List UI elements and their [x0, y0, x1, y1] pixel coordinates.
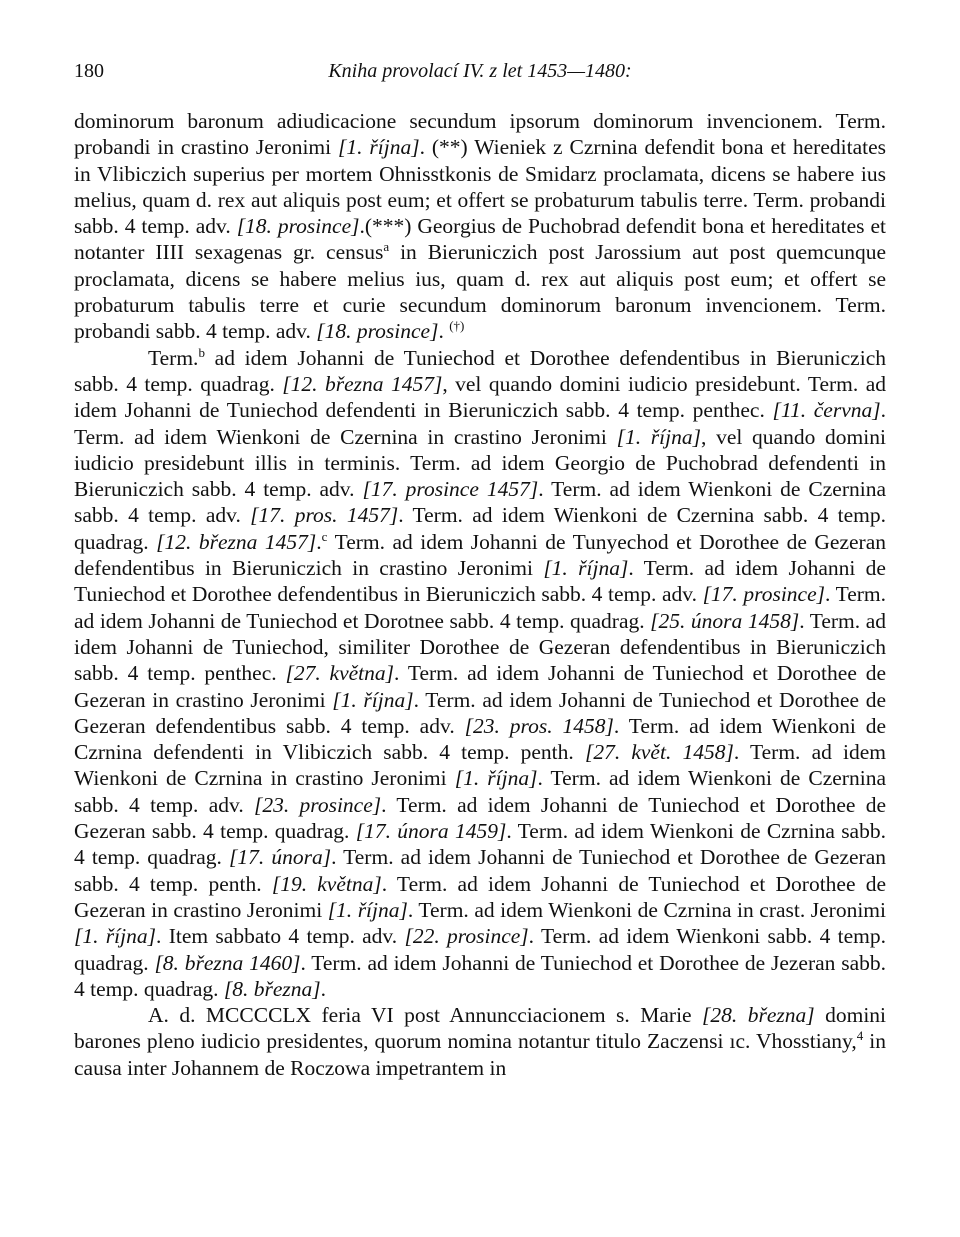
text-run: in Bieruniczich post Jarossium aut post quemcunque proclamata, dicens se habere melius ius, quam d. rex aut aliquis post eum; et offert se probaturum tabulis terre et curie secundum dominorum baronum invencionem. Term. probandi sabb. 4 temp. adv.: [74, 240, 886, 344]
text-run: Term.: [148, 345, 199, 370]
date-note: [17. února]: [229, 845, 332, 870]
date-note: [1. října]: [74, 924, 156, 949]
date-note: [23. prosince]: [254, 792, 382, 817]
running-header: [74, 56, 886, 86]
footnote-marker: a: [383, 239, 390, 255]
date-note: [27. květ. 1458]: [584, 740, 734, 765]
date-note: [17. prosince 1457]: [362, 477, 539, 502]
date-note: [17. prosince]: [702, 582, 825, 607]
date-note: [1. října]: [454, 766, 538, 791]
date-note: [28. března]: [702, 1003, 815, 1028]
page-number: 180: [74, 60, 104, 82]
text-run: . Term. ad idem Wienkoni de Czrnina sabb. 4 temp. quadrag.: [74, 819, 886, 870]
paragraph: [74, 1002, 886, 1081]
paragraph: [74, 108, 886, 345]
text-run: domini barones pleno iudicio presidentes, quorum nomina notantur titulo Zaczensi ıc. Vhosstiany,: [74, 1003, 887, 1054]
text-run: .(***) Georgius de Puchobrad defendit bona et hereditates et notanter IIII sexagenas gr. census: [74, 214, 886, 265]
text-run: in causa inter Johannem de Roczowa impetrantem in: [74, 1029, 886, 1080]
date-note: [17. února 1459]: [355, 819, 507, 844]
date-note: [23. pros. 1458]: [464, 713, 614, 738]
text-run: . Term. ad idem Wienkoni de Czernina sabb. 4 temp. adv.: [74, 477, 886, 528]
date-note: [17. pros. 1457]: [250, 503, 399, 528]
date-note: [25. února 1458]: [650, 608, 800, 633]
date-note: [8. března 1460]: [154, 950, 301, 975]
date-note: [1. října]: [338, 135, 420, 160]
text-run: . Term. ad idem Johanni de Tuniechod et Dorothee de Jezeran sabb. 4 temp. quadrag.: [74, 950, 886, 1001]
body-text: [74, 108, 886, 1081]
date-note: [12. března 1457]: [156, 529, 317, 554]
text-run: . Term. ad idem Wienkoni de Czrnina in crastino Jeronimi: [74, 740, 887, 791]
date-note: [18. prosince]: [236, 214, 360, 239]
text-run: . Term. ad idem Johanni de Tuniechod et Dorothee de Gezeran in crastino Jeronimi: [74, 661, 886, 712]
text-run: . Term. ad idem Johanni de Tuniechod, similiter Dorothee de Gezeran defendentibus in Bieruniczich sabb. 4 temp. penthec.: [74, 608, 886, 686]
text-run: .: [438, 319, 450, 344]
footnote-marker: c: [321, 528, 328, 544]
date-note: [22. prosince]: [404, 924, 529, 949]
text-run: . (**) Wieniek z Czrnina defendit bona et hereditates in Vlibiczich superius per mortem Ohnisstkonis de Smidarz proclamata, dicens se habere ius melius, quam d. rex aut aliquis post eum; et offert se probaturum tabulis terre. Term. probandi sabb. 4 temp. adv.: [74, 135, 886, 239]
date-note: [1. října]: [332, 687, 414, 712]
text-run: , vel quando domini iudicio presidebunt illis in terminis. Term. ad idem Georgio de Puchobrad defendenti in Bieruniczich sabb. 4 temp. adv.: [74, 424, 886, 502]
text-run: . Term. ad idem Wienkoni de Czernina in crastino Jeronimi: [74, 398, 886, 449]
text-run: . Term. ad idem Wienkoni de Czernina sabb. 4 temp. quadrag.: [74, 503, 887, 554]
date-note: [1. října]: [543, 556, 629, 581]
text-run: , vel quando domini iudicio presidebunt. Term. ad idem Johanni de Tuniechod defendenti in Bieruniczich sabb. 4 temp. penthec.: [74, 371, 887, 423]
date-note: [1. října]: [327, 897, 408, 922]
text-run: .: [320, 976, 327, 1001]
date-note: [11. června]: [772, 398, 881, 423]
text-run: .: [316, 529, 322, 554]
footnote-marker: b: [198, 344, 205, 360]
text-run: . Term. ad idem Wienkoni sabb. 4 temp. quadrag.: [74, 924, 886, 975]
text-run: . Term. ad idem Johanni de Tuniechod et Dorotnee sabb. 4 temp. quadrag.: [74, 582, 886, 633]
text-run: . Item sabbato 4 temp. adv.: [156, 924, 405, 949]
text-run: Term. ad idem Johanni de Tunyechod et Dorothee de Gezeran defendentibus in Bieruniczich in crastino Jeronimi: [74, 529, 887, 581]
text-run: . Term. ad idem Johanni de Tuniechod et Dorothee defendentibus in Bieruniczich sabb. 4 temp. adv.: [74, 556, 886, 607]
text-run: . Term. ad idem Wienkoni de Czrnina in crast. Jeronimi: [407, 897, 886, 922]
footnote-marker: 4: [856, 1028, 864, 1044]
paragraph: [74, 345, 886, 1002]
date-note: [27. května]: [285, 661, 395, 686]
text-run: A. d. MCCCCLX feria VI post Annuncciacionem s. Marie: [148, 1003, 703, 1028]
date-note: [18. prosince]: [316, 319, 439, 344]
date-note: [1. října]: [616, 424, 701, 449]
text-run: dominorum baronum adiudicacione secundum ipsorum dominorum invencionem. Term. probandi in crastino Jeronimi: [74, 109, 886, 160]
date-note: [19. května]: [271, 871, 382, 896]
text-run: . Term. ad idem Wienkoni de Czernina sabb. 4 temp. adv.: [74, 766, 886, 817]
text-run: . Term. ad idem Johanni de Tuniechod et Dorothee de Gezeran defendentibus sabb. 4 temp. adv.: [74, 687, 886, 738]
footnote-marker: (†): [449, 318, 465, 334]
text-run: ad idem Johanni de Tuniechod et Dorothee defendentibus in Bieruniczich sabb. 4 temp. quadrag.: [74, 345, 886, 396]
date-note: [12. března 1457]: [282, 371, 443, 396]
text-run: . Term. ad idem Wienkoni de Czrnina defendenti in Vlibiczich sabb. 4 temp. penth.: [74, 713, 886, 765]
text-run: . Term. ad idem Johanni de Tuniechod et Dorothee de Gezeran in crastino Jeronimi: [74, 871, 886, 922]
running-title: Kniha provolací IV. z let 1453—1480:: [328, 60, 632, 82]
text-run: . Term. ad idem Johanni de Tuniechod et Dorothee de Gezeran sabb. 4 temp. quadrag.: [74, 792, 887, 844]
date-note: [8. března]: [223, 976, 321, 1001]
text-run: . Term. ad idem Johanni de Tuniechod et Dorothee de Gezeran sabb. 4 temp. penth.: [74, 845, 886, 896]
